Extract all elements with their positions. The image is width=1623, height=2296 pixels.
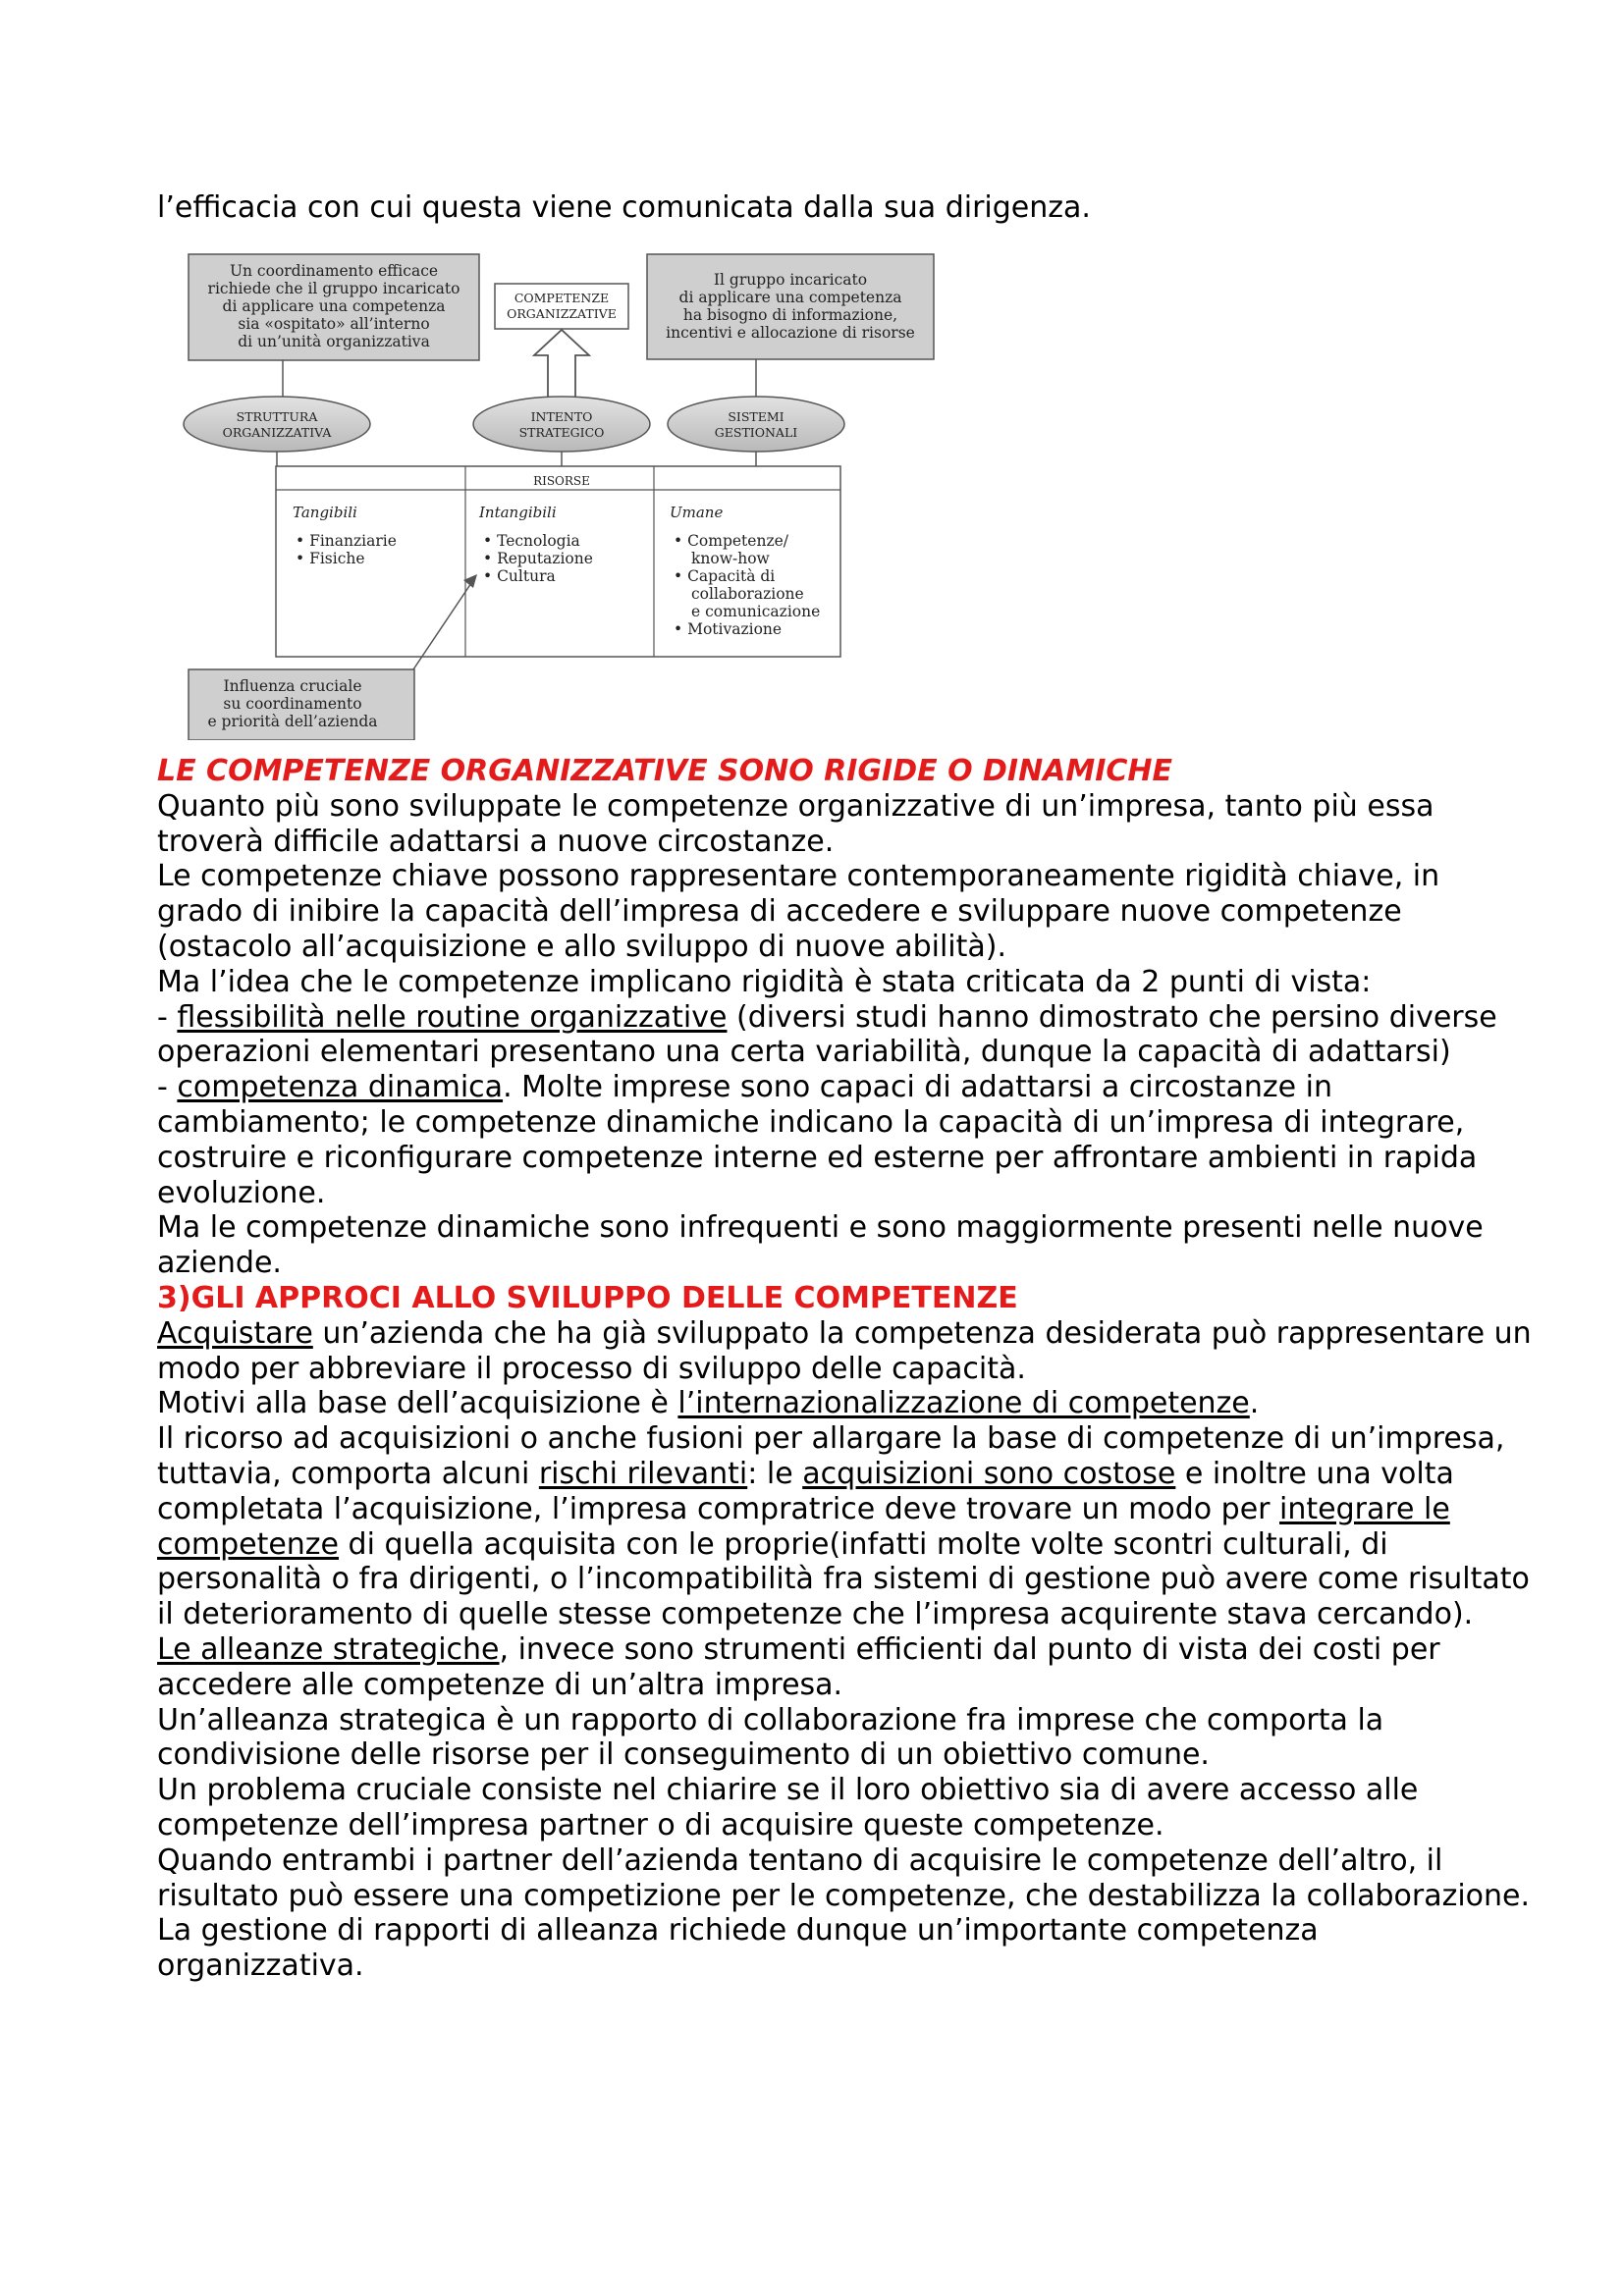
- arrow-up-icon: [534, 330, 589, 399]
- box-left-line: sia «ospitato» all’interno: [238, 315, 430, 333]
- col-umane-title: Umane: [670, 504, 724, 521]
- section-heading-approaches: 3)GLI APPROCI ALLO SVILUPPO DELLE COMPETENZE: [157, 1280, 1018, 1315]
- text-span: .: [1249, 1386, 1260, 1421]
- box-right-line: di applicare una competenza: [678, 289, 902, 306]
- underlined-term: rischi rilevanti: [538, 1456, 748, 1491]
- text-span: , invece sono strumenti efficienti dal punto di vista dei costi per accedere alle competenze di un’altra impresa.: [157, 1631, 1440, 1702]
- col-umane-item: • Motivazione: [674, 620, 783, 638]
- ellipse-center: [473, 397, 650, 452]
- paragraph: Le competenze chiave possono rappresentare contemporaneamente rigidità chiave, in grado di inibire la capacità dell’impresa di accedere e sviluppare nuove competenze (ostacolo all’acquisizione e allo sviluppo di nuove abilità).: [157, 859, 1440, 964]
- text-span: : le: [747, 1456, 803, 1491]
- col-tangibili-item: • Finanziarie: [296, 532, 397, 550]
- text-span: Motivi alla base dell’acquisizione è: [157, 1386, 678, 1421]
- col-intangibili-item: • Reputazione: [483, 550, 593, 567]
- bullet-paragraph: [157, 1000, 1532, 1071]
- box-bottom-line: Influenza cruciale: [223, 677, 362, 695]
- col-intangibili-item: • Cultura: [483, 567, 556, 585]
- bullet-dash: -: [157, 1070, 178, 1105]
- text-span: . Molte imprese sono capaci di adattarsi a circostanze in cambiamento; le competenze dinamiche indicano la capacità di un’impresa di integrare, costruire e riconfigurare competenze interne ed esterne per affrontare ambienti in rapida evoluzione.: [157, 1070, 1478, 1210]
- box-center-line: ORGANIZZATIVE: [507, 306, 617, 321]
- col-intangibili-title: Intangibili: [479, 504, 557, 521]
- paragraph: La gestione di rapporti di alleanza richiede dunque un’importante competenza organizzativa.: [157, 1913, 1319, 1984]
- text-span: un’azienda che ha già sviluppato la competenza desiderata può rappresentare un modo per abbreviare il processo di sviluppo delle capacità.: [157, 1315, 1532, 1386]
- col-umane-item: e comunicazione: [691, 603, 821, 620]
- ellipse-center-line: STRATEGICO: [518, 425, 605, 440]
- col-umane-item: collaborazione: [691, 585, 804, 603]
- text-span: (diversi studi hanno dimostrato che persino diverse operazioni elementari presentano una certa variabilità, dunque la capacità di adattarsi): [157, 999, 1497, 1070]
- box-right-line: incentivi e allocazione di risorse: [666, 324, 915, 342]
- col-tangibili-item: • Fisiche: [296, 550, 365, 567]
- underlined-term: l’internazionalizzazione di competenze: [677, 1386, 1250, 1421]
- paragraph: Quando entrambi i partner dell’azienda tentano di acquisire le competenze dell’altro, il risultato può essere una competizione per le competenze, che destabilizza la collaborazione.: [157, 1842, 1531, 1913]
- bullet-dash: -: [157, 999, 178, 1035]
- text-span: di quella acquisita con le proprie(infatti molte volte scontri culturali, di personalità o fra dirigenti, o l’incompatibilità fra sistemi di gestione può avere come risultato il deterioramento di quelle stesse competenze che l’impresa acquirente stava cercando).: [157, 1526, 1530, 1632]
- box-left-line: di un’unità organizzativa: [238, 333, 430, 350]
- box-left-line: Un coordinamento efficace: [229, 262, 439, 280]
- ellipse-center-line: INTENTO: [530, 409, 593, 424]
- paragraph: Quanto più sono sviluppate le competenze organizzative di un’impresa, tanto più essa troverà difficile adattarsi a nuove circostanze.: [157, 788, 1434, 859]
- paragraph: Ma l’idea che le competenze implicano rigidità è stata criticata da 2 punti di vista:: [157, 964, 1372, 999]
- col-umane-item: • Competenze/: [674, 532, 788, 550]
- text-span: Il ricorso ad acquisizioni o anche fusioni per allargare la base di competenze di un’impresa, tuttavia, comporta alcuni: [157, 1421, 1505, 1491]
- box-center-line: COMPETENZE: [514, 291, 610, 305]
- underlined-term: competenza dinamica: [177, 1070, 504, 1105]
- col-umane-item: • Capacità di: [674, 567, 776, 585]
- col-tangibili-title: Tangibili: [293, 504, 357, 521]
- box-left-line: richiede che il gruppo incaricato: [207, 280, 460, 297]
- underlined-term: Le alleanze strategiche: [157, 1631, 500, 1667]
- resources-label: RISORSE: [533, 474, 590, 488]
- underlined-term: integrare le competenze: [157, 1491, 1450, 1562]
- underlined-term: Acquistare: [157, 1315, 313, 1351]
- underlined-term: acquisizioni sono costose: [802, 1456, 1176, 1491]
- underlined-term: flessibilità nelle routine organizzative: [177, 999, 728, 1035]
- ellipse-right-line: GESTIONALI: [714, 425, 798, 440]
- ellipse-left: [184, 397, 370, 452]
- ellipse-left-line: ORGANIZZATIVA: [222, 425, 332, 440]
- paragraph: Ma le competenze dinamiche sono infrequenti e sono maggiormente presenti nelle nuove aziende.: [157, 1210, 1484, 1281]
- paragraph: [157, 1316, 1532, 1387]
- box-bottom-line: e priorità dell’azienda: [207, 713, 378, 730]
- competences-diagram: [183, 249, 939, 740]
- box-right-line: ha bisogno di informazione,: [682, 306, 898, 324]
- box-bottom-line: su coordinamento: [223, 695, 362, 713]
- ellipse-right-line: SISTEMI: [728, 409, 784, 424]
- paragraph: [157, 1421, 1532, 1632]
- section-heading-rigid-dynamic: LE COMPETENZE ORGANIZZATIVE SONO RIGIDE O DINAMICHE: [157, 754, 1173, 788]
- col-intangibili-item: • Tecnologia: [483, 532, 580, 550]
- ellipse-right: [668, 397, 844, 452]
- bullet-paragraph: [157, 1070, 1532, 1210]
- paragraph: Un’alleanza strategica è un rapporto di collaborazione fra imprese che comporta la condivisione delle risorse per il conseguimento di un obiettivo comune.: [157, 1702, 1384, 1773]
- intro-line: l’efficacia con cui questa viene comunicata dalla sua dirigenza.: [157, 190, 1091, 225]
- main-text: [157, 754, 1532, 1984]
- text-span: e inoltre una volta completata l’acquisizione, l’impresa compratrice deve trovare un modo per: [157, 1456, 1454, 1526]
- box-right-line: Il gruppo incaricato: [713, 271, 868, 289]
- box-left-line: di applicare una competenza: [222, 297, 446, 315]
- paragraph: [157, 1632, 1532, 1703]
- col-umane-item: know-how: [691, 550, 770, 567]
- ellipse-left-line: STRUTTURA: [236, 409, 318, 424]
- paragraph: [157, 1386, 1532, 1421]
- paragraph: Un problema cruciale consiste nel chiarire se il loro obiettivo sia di avere accesso alle competenze dell’impresa partner o di acquisire queste competenze.: [157, 1773, 1419, 1842]
